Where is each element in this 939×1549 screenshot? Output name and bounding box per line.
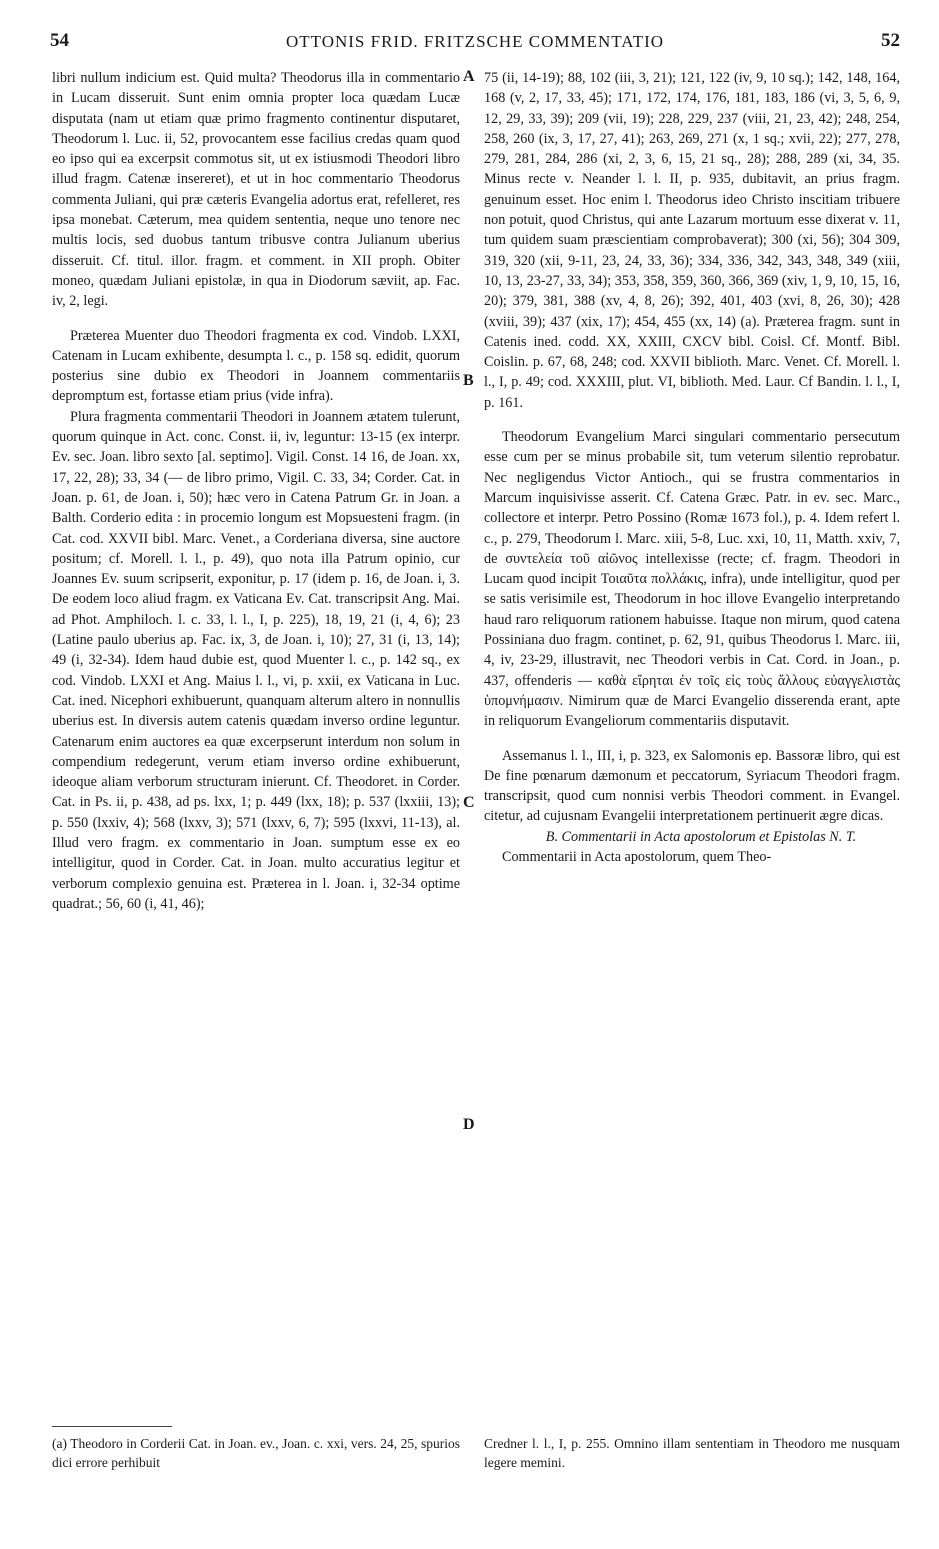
footnote-left: (a) Theodoro in Corderii Cat. in Joan. ev., Joan. c. xxi, vers. 24, 25, spurios dici errore perhibuit (52, 1436, 460, 1470)
left-column (52, 68, 460, 914)
right-paragraph-1: 75 (ii, 14-19); 88, 102 (iii, 3, 21); 121, 122 (iv, 9, 10 sq.); 142, 148, 164, 168 (v, 2, 17, 33, 45); 171, 172, 174, 176, 181, 183, 186 (vi, 3, 5, 6, 9, 12, 29, 33, 39); 209 (vii, 19); 228, 229, 237 (viii, 21, 23, 42); 248, 254, 258, 260 (ix, 3, 17, 27, 41); 263, 269, 271 (x, 1 sq.; xvii, 22); 277, 278, 279, 281, 284, 286 (xi, 2, 3, 6, 15, 21 sq., 28); 288, 289 (xi, 34, 35. Minus recte v. Neander l. l. II, p. 935, dubitavit, an prius fragm. genuinum esset. Hoc enim l. Theodorus ideo Christo inscitiam tribuere non potuit, quod Christus, qui ante Lazarum mortuum esse dixerat v. 11, tum quidem suam præscientiam comprobaverat); 300 (xi, 56); 304 309, 319, 320 (xii, 9-11, 23, 24, 33, 36); 334, 336, 342, 343, 348, 349 (xiii, 10, 13, 23-27, 33, 34); 353, 358, 359, 360, 366, 369 (xiv, 1, 9, 10, 15, 16, 20); 379, 381, 388 (xv, 4, 8, 26); 392, 401, 403 (xvi, 8, 26, 30); 428 (xviii, 39); 437 (xix, 17); 454, 455 (xx, 14) (a). Præterea fragm. sunt in Catenis ined. codd. XX, XXIII, CXCV bibl. Coisl. Cf. Montf. Bibl. Coislin. p. 67, 68, 248; cod. XXVII biblioth. Marc. Venet. Cf. Morell. l. l., I, p. 49; cod. XXXIII, plut. VI, biblioth. Med. Laur. Cf Bandin. l. l., I, p. 161. (484, 70, 900, 411)
left-paragraph-1: libri nullum indicium est. Quid multa? Theodorus illa in commentario in Lucam disseruit. Sunt enim omnia propter loca quædam Lucæ disputata (nam ut etiam quæ primo fragmento continentur disputaret, Theodorum l. Luc. ii, 52, provocantem esse facilius credas quam quod eo ipso qui ea excerpsit commotus sit, ut ex istiusmodi Theodori libro illud fragm. Catenæ insereret), et ut in hoc commentario Theodorus commenta Juliani, qui præ cæteris Evangelia adortus erat, refelleret, res ipsa monebat. Cæterum, mea quidem sententia, neque uno tenore nec multis locis, sed duobus tantum tribusve contra Julianum uberius disseruit. Cf. titul. illor. fragm. et comment. in XII proph. Obiter moneo, quædam Juliani epistolæ, in qua in Diodorum sæviit, ap. Fac. iv, 2, legi. (52, 70, 460, 310)
right-paragraph-2: Theodorum Evangelium Marci singulari commentario persecutum esse cum per se minus probabile sit, tum veterum silentio reprobatur. Nec negligendus Victor Antioch., qui se frustra commentarios in Marcum inquisivisse asserit. Cf. Catena Græc. Patr. in ev. sec. Marc., collectore et interpr. Petro Possino (Romæ 1673 fol.), p. 4. Idem refert l. c., p. 279, Theodorum l. Marc. xiii, 5-8, Luc. xxi, 10, 11, Matth. xxiv, 7, de συντελεία τοῦ αἰῶνος intellexisse (recte; cf. fragm. Theodori in Lucam quod incipit Τοιαῦτα πολλάκις, infra), unde intelligitur, quod per se satis verisimile est, Theodorum in hoc illove Evangelio interpretando haud raro reliquorum rationem habuisse. Itaque non mirum, quod catena Possiniana duo fragm. continet, p. 62, 91, quibus Theodorus l. Marc. iii, 4, iv, 23-29, illustravit, nec Theodori verbis in Cat. Cord. in Joan., p. 437, offenderis — καθὰ εἴρηται ἐν τοῖς εἰς τοὺς ἄλλους εὐαγγελιστὰς ὑπομνήμασιν. Nimirum quæ de Marci Evangelio disserenda erant, apte in reliquorum Evangeliorum commentariis disputavit. (484, 429, 900, 730)
page-number-left: 54 (50, 30, 69, 51)
right-paragraph-3: Assemanus l. l., III, i, p. 323, ex Salomonis ep. Bassoræ libro, qui est De fine pœnarum dæmonum et peccatorum, Syriacum Theodori fragm. transcripsit, quod cum nonnisi verbis Theodori comment. in Evangel. citetur, ad cujusnam Evangelii interpretationem pertinuerit ægre dicas. (484, 747, 900, 825)
margin-marker-b: B (463, 372, 474, 389)
margin-marker-c: C (463, 794, 475, 811)
page-number-right: 52 (881, 30, 900, 51)
footnote-rule (52, 1426, 172, 1427)
margin-marker-a: A (463, 68, 475, 85)
left-paragraph-3: Plura fragmenta commentarii Theodori in Joannem ætatem tulerunt, quorum quinque in Act. conc. Const. ii, iv, leguntur: 13-15 (ex interpr. Ev. sec. Joan. libro sexto [al. septimo]. Vigil. Const. 14 16, de Joan. xx, 17, 22, 28); 33, 34 (— de libro primo, Vigil. C. 33, 34; Corder. Cat. in Joan. p. 61, de Joan. i, 50); hæc vero in Catena Patrum Gr. in Joan. a Balth. Corderio edita : in procemio longum est Mopsuesteni fragm. (in Cat. cod. XXVII bibl. Marc. Venet., a Corderiana diversa, sine auctore positum; cf. Morell. l. l., p. 49), quo nota illa Patrum opinio, cur Joannes Ev. suum scripserit, exponitur, p. 17 (idem p. 16, de Joan. i, 3. De eodem loco aliud fragm. ex Vaticana Ev. Cat. transcripsit Ang. Mai. ad Phot. Amphiloch. l. c. 33, l. l., I, p. 225), 18, 19, 21 (i, 4, 6); 23 (Latine paulo uberius ap. Fac. ix, 3, de Joan. i, 10); 27, 31 (i, 13, 14); 49 (i, 32-34). Idem haud dubie est, quod Muenter l. c., p. 142 sq., ex cod. Vindob. LXXI et Ang. Maius l. l., vi, p. xxii, ex Vaticana in Luc. Cat. ined. Nicephori exhibuerunt, quanquam alterum altero in nonnullis uberius est. In diversis autem catenis quædam inverso ordine leguntur. Catenarum enim auctores ea quæ excerpserunt interdum non solum in compendium redegerunt, verum etiam inverso ordine exhibuerunt, ideoque aliam verborum structuram inierunt. Cf. Theodoret. in Corder. Cat. in Ps. ii, p. 438, ad ps. lxx, 1; p. 449 (lxx, 18); p. 537 (lxxiii, 13); p. 550 (lxxiv, 4); 568 (lxxv, 3); 571 (lxxv, 6, 7); 595 (lxxvi, 11-13), al. Illud vero fragm. ex commentario in Joan. sumptum esse ex eo intelligitur, quod in Corder. Cat. in Joan. multo accuratius legitur et verborum complexio genuina est. Præterea in l. Joan. i, 32-34 optime quadrat.; 56, 60 (i, 41, 46); (52, 408, 460, 912)
page-header (50, 30, 900, 60)
running-title: OTTONIS FRID. FRITZSCHE COMMENTATIO (285, 32, 665, 51)
left-paragraph-2: Præterea Muenter duo Theodori fragmenta ex cod. Vindob. LXXI, Catenam in Lucam exhibente, desumpta l. c., p. 158 sq. edidit, quorum posterius sine dubio ex Theodori in Joannem commentariis depromptum est, fortasse etiam prius (vide infra). (52, 327, 460, 405)
right-paragraph-4: Commentarii in Acta apostolorum, quem Theo- (502, 848, 772, 865)
margin-marker-d: D (463, 1116, 475, 1133)
section-heading: B. Commentarii in Acta apostolorum et Epistolas N. T. (545, 828, 857, 845)
right-column (484, 68, 900, 867)
footnote-right: Credner l. l., I, p. 255. Omnino illam sententiam in Theodoro me nusquam legere memini. (484, 1436, 900, 1470)
